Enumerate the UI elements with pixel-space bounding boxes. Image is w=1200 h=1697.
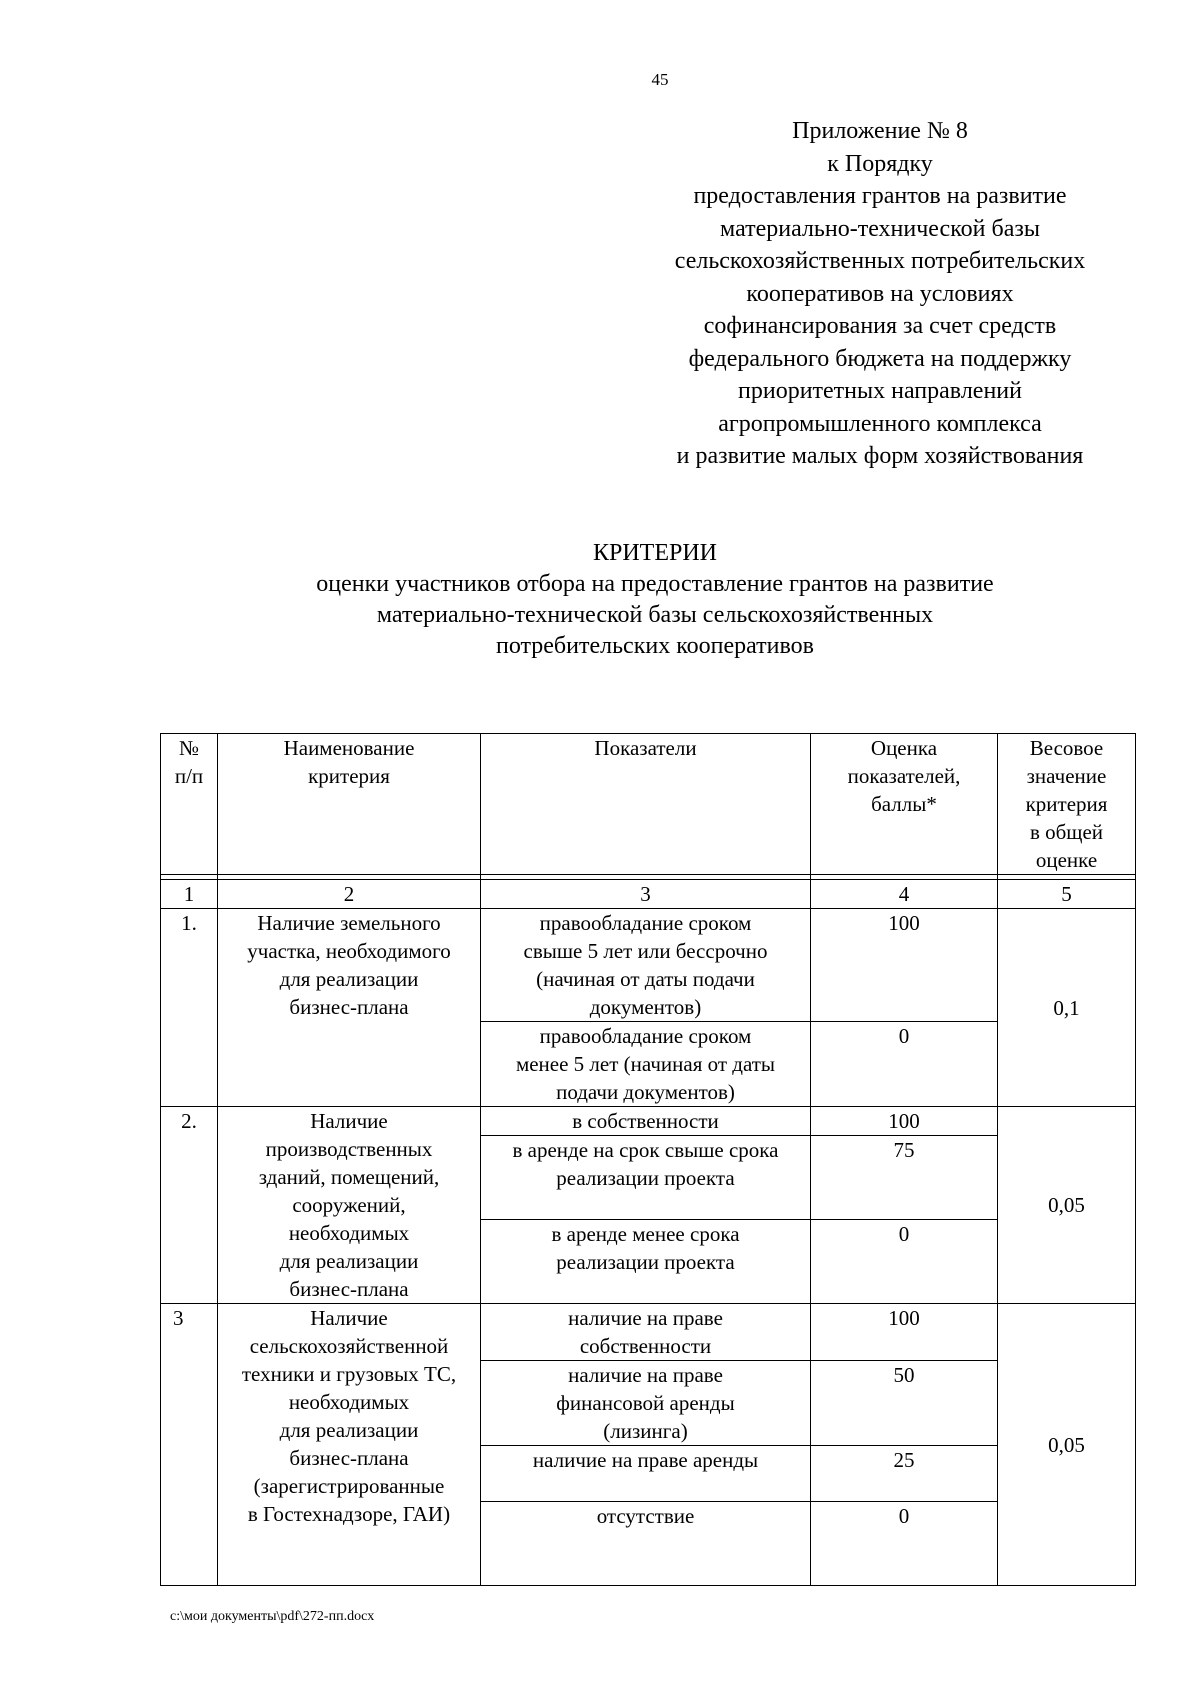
appendix-line: к Порядку bbox=[827, 150, 933, 177]
criteria-table bbox=[160, 733, 1136, 1586]
column-number-row bbox=[161, 880, 1136, 909]
header-weight: Весовое значение критерия в общей оценке bbox=[998, 734, 1136, 875]
document-heading bbox=[150, 538, 1160, 662]
appendix-line: материально-технической базы bbox=[720, 215, 1040, 242]
heading-subtitle-line: материально-технической базы сельскохозяйственных bbox=[376, 602, 934, 628]
appendix-line: предоставления грантов на развитие bbox=[693, 183, 1067, 209]
criterion-name: Наличие земельного участка, необходимого для реализации бизнес-плана bbox=[218, 909, 481, 1107]
indicator-cell: наличие на праве собственности bbox=[481, 1304, 811, 1361]
header-indicators: Показатели bbox=[481, 734, 811, 875]
appendix-line: софинансирования за счет средств bbox=[703, 313, 1057, 339]
score-cell: 100 bbox=[811, 1304, 998, 1361]
appendix-line: агропромышленного комплекса bbox=[718, 410, 1042, 437]
heading-title: КРИТЕРИИ bbox=[592, 540, 718, 566]
table-row bbox=[161, 1304, 1136, 1361]
header-criterion-name: Наименование критерия bbox=[218, 734, 481, 875]
score-cell: 50 bbox=[811, 1361, 998, 1446]
score-cell: 25 bbox=[811, 1446, 998, 1502]
criterion-number: 2. bbox=[161, 1107, 218, 1304]
appendix-line: сельскохозяйственных потребительских bbox=[674, 248, 1086, 274]
column-number: 1 bbox=[161, 880, 218, 909]
criterion-number: 3 bbox=[161, 1304, 218, 1586]
criterion-name: Наличие производственных зданий, помещений, сооружений, необходимых для реализации бизнес-плана bbox=[218, 1107, 481, 1304]
footer-file-path: c:\мои документы\pdf\272-пп.docx bbox=[170, 1609, 375, 1624]
header-score: Оценка показателей, баллы* bbox=[811, 734, 998, 875]
indicator-cell: правообладание сроком менее 5 лет (начиная от даты подачи документов) bbox=[481, 1022, 811, 1107]
indicator-cell: в собственности bbox=[481, 1107, 811, 1136]
appendix-line: кооперативов на условиях bbox=[746, 280, 1014, 307]
appendix-line: Приложение № 8 bbox=[792, 118, 968, 144]
header-row bbox=[161, 734, 1136, 875]
appendix-line: и развитие малых форм хозяйствования bbox=[676, 443, 1084, 469]
score-cell: 0 bbox=[811, 1022, 998, 1107]
heading-subtitle-line: оценки участников отбора на предоставление грантов на развитие bbox=[316, 571, 994, 597]
table-row bbox=[161, 909, 1136, 1022]
appendix-header bbox=[600, 115, 1160, 473]
heading-subtitle-line: потребительских кооперативов bbox=[495, 633, 815, 659]
score-cell: 75 bbox=[811, 1136, 998, 1220]
score-cell: 0 bbox=[811, 1502, 998, 1586]
score-cell: 100 bbox=[811, 1107, 998, 1136]
score-cell: 0 bbox=[811, 1220, 998, 1304]
page-number: 45 bbox=[651, 70, 669, 89]
table-row bbox=[161, 1107, 1136, 1136]
column-number: 4 bbox=[811, 880, 998, 909]
appendix-line: федерального бюджета на поддержку bbox=[688, 345, 1072, 372]
header-number: № п/п bbox=[161, 734, 218, 875]
weight-cell: 0,05 bbox=[998, 1304, 1136, 1586]
indicator-cell: отсутствие bbox=[481, 1502, 811, 1586]
criterion-name: Наличие сельскохозяйственной техники и грузовых ТС, необходимых для реализации бизнес-плана (зарегистрированные в Гостехнадзоре, ГАИ) bbox=[218, 1304, 481, 1586]
weight-cell: 0,1 bbox=[998, 909, 1136, 1107]
weight-cell: 0,05 bbox=[998, 1107, 1136, 1304]
indicator-cell: наличие на праве финансовой аренды (лизинга) bbox=[481, 1361, 811, 1446]
column-number: 3 bbox=[481, 880, 811, 909]
indicator-cell: в аренде менее срока реализации проекта bbox=[481, 1220, 811, 1304]
appendix-line: приоритетных направлений bbox=[738, 378, 1022, 404]
indicator-cell: наличие на праве аренды bbox=[481, 1446, 811, 1502]
indicator-cell: в аренде на срок свыше срока реализации проекта bbox=[481, 1136, 811, 1220]
indicator-cell: правообладание сроком свыше 5 лет или бессрочно (начиная от даты подачи документов) bbox=[481, 909, 811, 1022]
score-cell: 100 bbox=[811, 909, 998, 1022]
column-number: 5 bbox=[998, 880, 1136, 909]
column-number: 2 bbox=[218, 880, 481, 909]
criterion-number: 1. bbox=[161, 909, 218, 1107]
